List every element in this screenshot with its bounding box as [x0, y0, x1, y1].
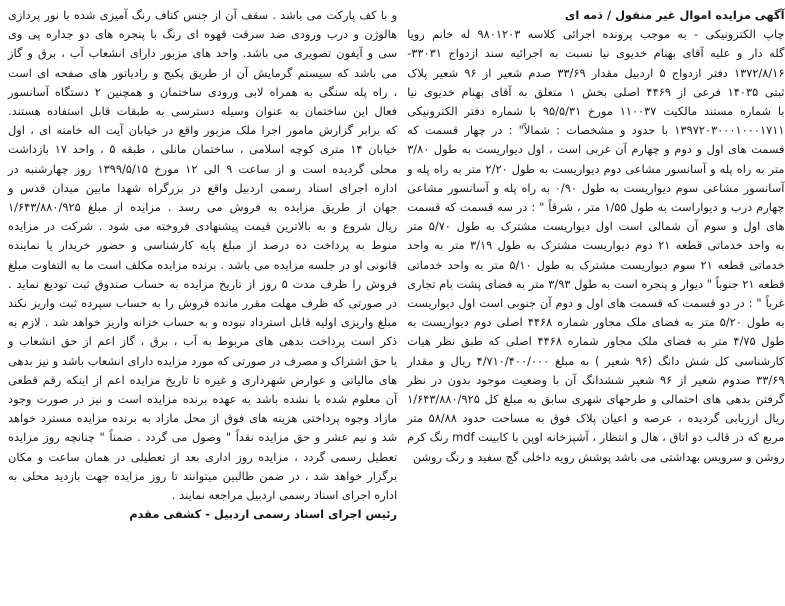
notice-text-line: محلی گردیده است و از ساعت ۹ الی ۱۲ مورخ ۱۳۹۹/۵/۱۵ روز چهارشنبه در [8, 161, 398, 176]
notice-text-line: فعال این ساختمان به عنوان وسیله دسترسی به طبقات قابل استفاده هستند. [8, 104, 398, 119]
notice-text-line: به واحد خدماتی قطعه ۲۱ دوم دیواریست مشترک به طول ۳/۱۹ متر به واحد [407, 238, 785, 253]
notice-text-line: ریال ارزیابی گردیده ، عرصه و اعیان پلاک فوق به مساحت حدود ۵۸/۸۸ متر [407, 411, 785, 426]
notice-text-line: ، راه پله سنگی به همراه لابی ورودی ساختمان و همچنین ۲ دستگاه آسانسور [8, 84, 398, 99]
notice-text-line: منوط به پرداخت ده درصد از مبلغ پایه کارشناسی و حضور خریدار یا نماینده [8, 238, 398, 253]
notice-text-line: خدماتی قطعه ۲۱ سوم دیواریست مشترک به طول ۵/۱۰ متر به واحد خدماتی [407, 257, 785, 272]
notice-text-line: اداره اجرای اسناد رسمی اردبیل مراجعه نمایند . [171, 488, 398, 503]
notice-text-line: با شماره مستند مالکیت ۱۱۰۰۳۷ مورخ ۹۵/۵/۳۱ با شماره دفتر الکترونیکی [407, 104, 785, 119]
notice-text-line: سی و آیفون تصویری می باشد. واحد های مزبور دارای انشعاب آب ، برق و گاز [8, 46, 398, 61]
notice-text-line: مازاد وجوه پرداختی هزینه های فوق از محل مازاد به برنده مزایده مسترد خواهد [8, 411, 398, 426]
notice-text-line: ثبتی ۱۴۰۳۵ فرعی از ۴۴۶۹ اصلی بخش ۱ متعلق به آقای بهنام خدیوی نیا [407, 84, 785, 99]
notice-text-line: ریال شروع و به بالاترین قیمت پیشنهادی فروخته می شود . شرکت در مزایده [8, 219, 398, 234]
notice-text-line: مربع که در قالب دو اتاق ، هال و انتظار ، آشپزخانه اوپن با کابینت mdf رنگ کرم [407, 430, 785, 445]
notice-text-line: یا حق اشتراک و مصرف در صورتی که مورد مزایده دارای انشعاب باشد و نیز بدهی [8, 353, 398, 368]
notice-text-line: ۱۳۷۲/۸/۱۶ دفتر ازدواج ۵ اردبیل مقدار ۳۳/۶۹ صدم شعیر از ۹۶ شعیر پلاک [407, 65, 785, 80]
notice-text-line: قطعه ۲۱ جنوباً " دیوار و پنجره است به طول ۳/۹۳ متر به فضای پشت بام تجاری [407, 276, 785, 291]
notice-text-line: شد و نیم عشر و حق مزایده نقداً " وصول می گردد . ضمناً " چنانچه روز مزایده [8, 430, 398, 445]
notice-title: آگهی مزایده اموال غیر منقول / ذمه ای [564, 8, 785, 22]
notice-text-line: گرفتن بدهی های احتمالی و طرحهای شهری سابق به مبلغ کل ۱/۶۴۳/۸۸۰/۹۲۵ [407, 392, 785, 407]
notice-text-line: آن معلوم شده یا نشده باشد به عهده برنده مزایده است و نیز در صورت وجود [8, 392, 398, 407]
notice-text-line: چهارم درب و دیواراست به طول ۱/۵۵ متر ، شرقاً " : در سه قسمت که قسمت [407, 200, 785, 215]
notice-text-line: فروش را ظرف مدت ۵ روز از تاریخ مزایده به حساب صندوق ثبت تودیع نماید . [8, 276, 398, 291]
notice-text-line: در صورتی که ظرف مهلت مقرر مانده فروش را به حساب سپرده ثبت واریز نکند [8, 296, 398, 311]
notice-signature: رئیس اجرای اسناد رسمی اردبیل - کشفی مقدم [129, 507, 398, 522]
notice-text-line: چاپ الکترونیکی - به موجب پرونده اجرائی کلاسه ۹۸۰۱۲۰۳ له خانم رویا [407, 27, 785, 42]
notice-text-line: متر به راه پله و آسانسور مشاعی دوم دیواریست به طول ۲/۲۰ متر به راه پله و [407, 161, 785, 176]
notice-text-line: ۱۳۹۷۲۰۳۰۰۰۱۰۰۰۱۷۱۱ با حدود و مشخصات : شمالاً" : در چهار قسمت که [407, 123, 785, 138]
notice-text-line: هالوژن و درب ورودی ضد سرقت قهوه ای رنگ با پنجره های دو جداره پی وی [8, 27, 398, 42]
notice-text-line: ذکر است پرداخت بدهی های مربوط به آب ، برق ، گاز اعم از حق انشعاب و [8, 334, 398, 349]
notice-text-line: خیابان ۱۴ متری کوچه اسلامی ، ساختمان مانلی ، طبقه ۵ ، واحد ۱۷ بازداشت [8, 142, 398, 157]
notice-text-line: روشن و سرویس بهداشتی می باشد پوشش رویه داخلی گچ سفید و رنگ روشن [412, 449, 785, 464]
notice-text-line: مبلغ واریزی اولیه قابل استرداد نبوده و به حساب خزانه واریز خواهد شد . لازم به [8, 315, 398, 330]
notice-text-line: به طول ۵/۲۰ متر به فضای ملک مجاور شماره ۴۴۶۸ اصلی دوم دیواریست به [407, 315, 785, 330]
notice-text-line: غرباً " : در دو قسمت که قسمت های اول و دوم آن جنوبی است اول دیواریست [407, 296, 785, 311]
notice-column-left [407, 6, 784, 600]
notice-text-line: گله دار و علیه آقای بهنام خدیوی نیا نسبت به اجرائیه سند ازدواج ۳۳۰۳۱- [407, 46, 785, 61]
notice-text-line: کارشناسی کل شش دانگ (۹۶ شعیر ) به مبلغ ۴/۷۱۰/۴۰۰/۰۰۰ ریال و مقدار [407, 353, 785, 368]
notice-text-line: و با کف پارکت می باشد . سقف آن از جنس کناف رنگ آمیزی شده با نور پردازی [8, 8, 398, 22]
notice-text-line: آسانسور مشاعی سوم دیواریست به طول ۰/۹۰ به راه پله و آسانسور مشاعی [407, 180, 785, 195]
notice-text-line: برگزار خواهد شد ، در ضمن طالبین میتوانند تا روز مزایده جهت بازدید محلی به [8, 468, 398, 483]
notice-text-line: که برابر گزارش مامور اجرا ملک مزبور واقع در خیابان آیت اله خامنه ای ، اول [8, 123, 398, 138]
notice-text-line: تعطیل رسمی گردد ، مزایده روز اداری بعد از تعطیلی در همان ساعت و مکان [8, 449, 398, 464]
notice-text-line: ۳۳/۶۹ صدوم شعیر از ۹۶ شعیر ششدانگ آن با وضعیت موجود بدون در نظر [407, 372, 785, 387]
notice-text-line: می باشد که سیستم گرمایش آن از طریق پکیج و رادیاتور های صفحه ای است [8, 65, 398, 80]
notice-text-line: طول ۴/۷۵ متر به فضای ملک مجاور شماره ۴۴۶۸ اصلی که طبق نظر هیات [407, 334, 785, 349]
notice-text-line: اداره اجرای اسناد رسمی اردبیل واقع در بزرگراه شهدا مابین میدان قدس و [8, 180, 398, 195]
notice-column-right [8, 6, 397, 600]
notice-text-line: قسمت های اول و دوم و چهارم آن غربی است ، اول دیواریست به طول ۳/۸۰ [407, 142, 785, 157]
notice-text-line: جهان از طریق مزایده به فروش می رسد . مزایده از مبلغ ۱/۶۴۳/۸۸۰/۹۲۵ [8, 200, 398, 215]
notice-text-line: قانونی او در جلسه مزایده می باشد . برنده مزایده مکلف است ما به التفاوت مبلغ [8, 257, 398, 272]
notice-text-line: های اول و سوم آن شمالی است اول دیواریست مشترک به طول ۵/۷۰ متر [407, 219, 785, 234]
notice-text-line: های مالیاتی و عوارض شهرداری و غیره تا تاریخ مزایده اعم از اینکه رقم قطعی [8, 372, 398, 387]
